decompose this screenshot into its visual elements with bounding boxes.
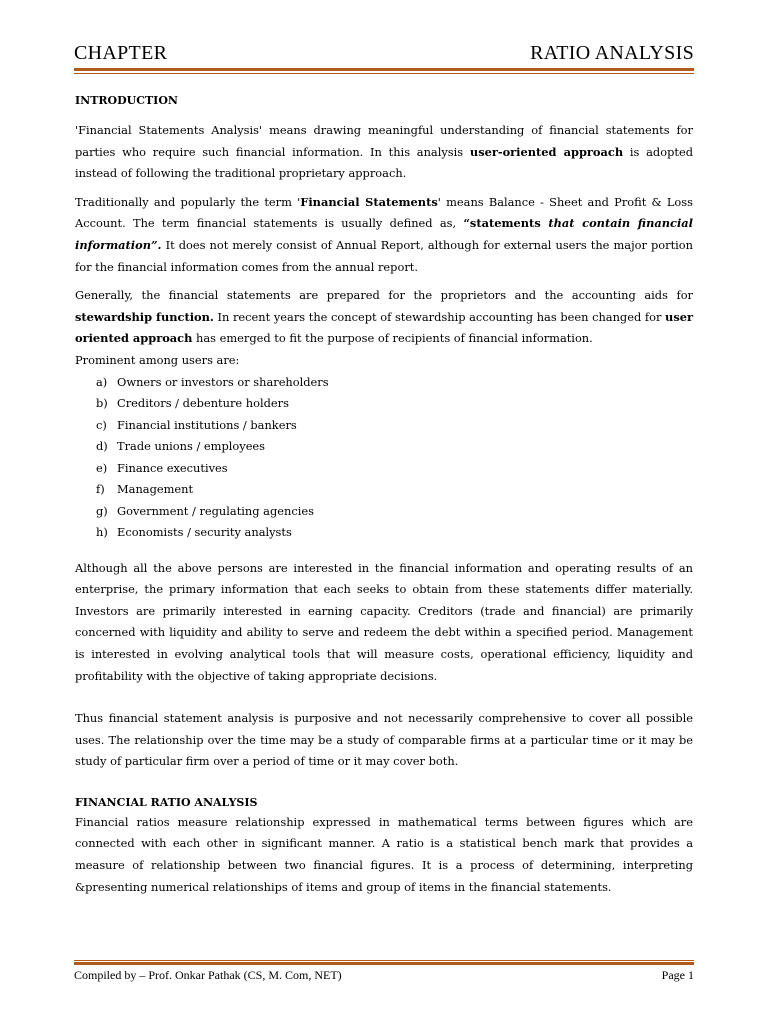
list-item bbox=[75, 436, 693, 458]
text-run: In recent years the concept of stewardship accounting has been changed for bbox=[213, 309, 666, 324]
users-list-intro: Prominent among users are: bbox=[75, 352, 240, 367]
list-item bbox=[75, 415, 693, 437]
chapter-title: RATIO ANALYSIS bbox=[530, 42, 694, 64]
list-item-text: Trade unions / employees bbox=[117, 439, 266, 454]
text-run: that contain financial information”. bbox=[75, 216, 693, 252]
text-run: ' means Balance - Sheet and Profit & Loss Account. The term financial statements is usually defined as, bbox=[75, 194, 693, 231]
list-item-label: g) bbox=[96, 503, 108, 518]
section-heading-introduction: INTRODUCTION bbox=[75, 94, 178, 107]
text-run: stewardship function. bbox=[75, 309, 214, 324]
list-item bbox=[75, 479, 693, 501]
text-run: is adopted instead of following the traditional proprietary approach. bbox=[75, 144, 693, 181]
list-item bbox=[75, 501, 693, 523]
list-item-text: Government / regulating agencies bbox=[117, 503, 314, 518]
list-item-text: Financial institutions / bankers bbox=[117, 417, 297, 432]
list-item-label: d) bbox=[96, 439, 108, 454]
text-run: Traditionally and popularly the term ' bbox=[75, 194, 301, 209]
list-item-label: e) bbox=[96, 460, 108, 475]
list-item-label: h) bbox=[96, 525, 108, 540]
header-rule-thick bbox=[74, 68, 694, 71]
page-header bbox=[74, 42, 694, 68]
text-run: It does not merely consist of Annual Report, although for external users the major portion for the financial information comes from the annual report. bbox=[75, 237, 693, 274]
text-run: user oriented approach bbox=[75, 309, 693, 346]
footer-rule-thin bbox=[74, 960, 694, 961]
intro-paragraph-4: Although all the above persons are interested in the financial information and operating results of an enterprise, the primary information that each seeks to obtain from these statements differ materially. Investors are primarily interested in earning capacity. Creditors (trade and financial) are primarily concerned with liquidity and ability to serve and redeem the debt within a specified period. Management is interested in evolving analytical tools that will measure costs, operational efficiency, liquidity and profitability with the objective of taking appropriate decisions. bbox=[75, 560, 693, 683]
list-item-label: c) bbox=[96, 417, 107, 432]
list-item-label: a) bbox=[96, 374, 108, 389]
compiled-by-credit: Compiled by – Prof. Onkar Pathak (CS, M. Com, NET) bbox=[74, 968, 342, 982]
intro-paragraph-3 bbox=[75, 285, 693, 350]
section-heading-financial-ratio-analysis: FINANCIAL RATIO ANALYSIS bbox=[75, 795, 258, 809]
header-rule-thin bbox=[74, 73, 694, 74]
page-number: Page 1 bbox=[661, 968, 694, 982]
list-item bbox=[75, 372, 693, 394]
list-item bbox=[75, 458, 693, 480]
text-run: “statements bbox=[463, 216, 549, 231]
users-list bbox=[75, 372, 693, 544]
page-body bbox=[75, 92, 693, 905]
text-run: 'Financial Statements Analysis' means drawing meaningful understanding of financial statements for parties who require such financial information. In this analysis bbox=[75, 123, 693, 159]
ratio-paragraph-1: Financial ratios measure relationship expressed in mathematical terms between figures which are connected with each other in significant manner. A ratio is a statistical bench mark that provides a measure of relationship between two financial figures. It is a process of determining, interpreting &presenting numerical relationships of items and group of items in the financial statements. bbox=[75, 814, 693, 894]
list-item-text: Economists / security analysts bbox=[117, 525, 292, 540]
text-run: user-oriented approach bbox=[469, 144, 624, 159]
text-run: Generally, the financial statements are prepared for the proprietors and the accounting aids for bbox=[75, 288, 693, 303]
list-item-text: Management bbox=[117, 482, 194, 497]
footer-rule-thick bbox=[74, 962, 694, 965]
intro-paragraph-1 bbox=[75, 120, 693, 185]
intro-paragraph-2 bbox=[75, 192, 693, 278]
text-run: Financial Statements bbox=[300, 194, 438, 209]
list-item bbox=[75, 522, 693, 544]
list-item-label: b) bbox=[96, 396, 108, 411]
list-item-text: Creditors / debenture holders bbox=[117, 396, 289, 411]
list-item-label: f) bbox=[96, 482, 105, 497]
list-item-text: Owners or investors or shareholders bbox=[117, 374, 329, 389]
list-item bbox=[75, 393, 693, 415]
intro-paragraph-5: Thus financial statement analysis is purposive and not necessarily comprehensive to cover all possible uses. The relationship over the time may be a study of comparable firms at a particular time or it may be study of particular firm over a period of time or it may cover both. bbox=[75, 711, 693, 769]
chapter-label: CHAPTER bbox=[74, 42, 168, 64]
list-item-text: Finance executives bbox=[117, 460, 228, 475]
text-run: has emerged to fit the purpose of recipients of financial information. bbox=[192, 331, 593, 346]
